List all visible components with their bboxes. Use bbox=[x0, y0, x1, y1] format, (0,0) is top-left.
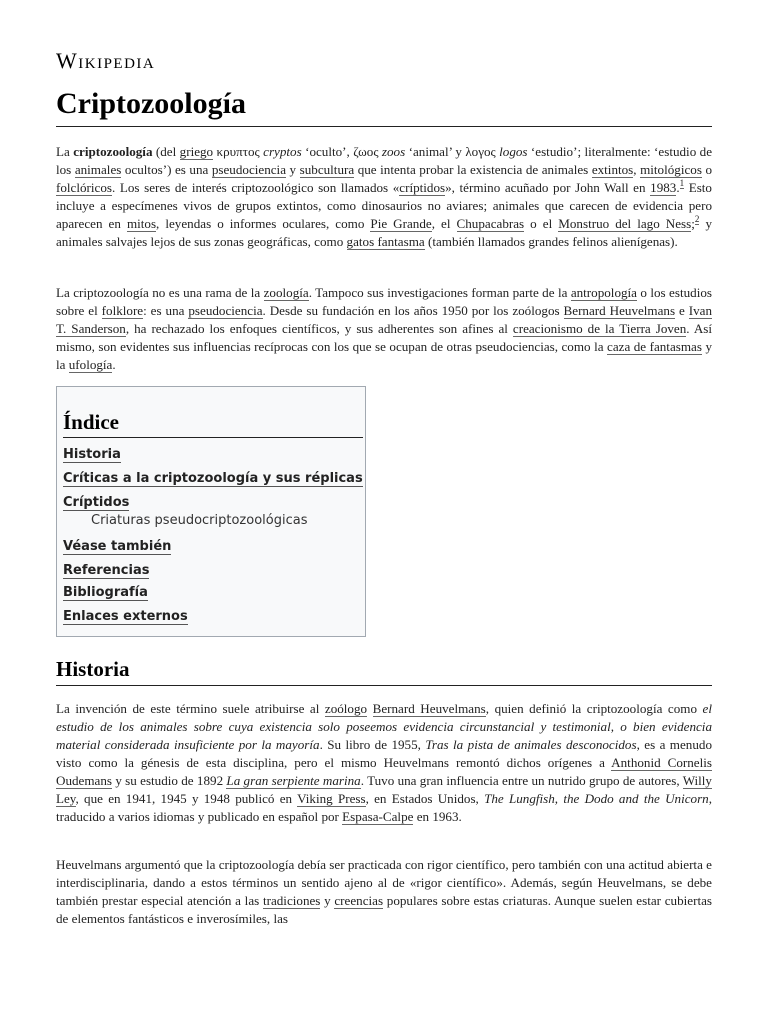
link-zoologo[interactable]: zoólogo bbox=[324, 701, 368, 716]
link-ivan-sanderson[interactable]: Ivan T. Sanderson bbox=[56, 303, 713, 336]
link-extintos[interactable]: extintos bbox=[591, 162, 634, 177]
link-creencias[interactable]: creencias bbox=[334, 893, 384, 908]
link-folklore[interactable]: folklore bbox=[101, 303, 144, 318]
toc-subitem-criaturas[interactable]: Criaturas pseudocriptozoológicas bbox=[91, 513, 308, 528]
toc-item-criticas[interactable]: Críticas a la criptozoología y sus réplicas bbox=[63, 471, 363, 486]
link-1983[interactable]: 1983 bbox=[650, 180, 677, 195]
link-folcloricos[interactable]: folclóricos bbox=[56, 180, 112, 195]
link-oudemans[interactable]: Anthonid Cornelis Oudemans bbox=[56, 755, 712, 788]
table-of-contents bbox=[56, 386, 366, 637]
link-pie-grande[interactable]: Pie Grande bbox=[370, 216, 432, 231]
link-caza-de-fantasmas[interactable]: caza de fantasmas bbox=[607, 339, 702, 354]
link-espasa-calpe[interactable]: Espasa-Calpe bbox=[342, 809, 414, 824]
reference-2[interactable]: 2 bbox=[694, 214, 700, 224]
link-gatos-fantasma[interactable]: gatos fantasma bbox=[346, 234, 425, 249]
historia-paragraph-1: La invención de este término suele atribuirse al zoólogo Bernard Heuvelmans, quien definió la criptozoología como el estudio de los animales sobre cuya existencia solo poseemos evidencia circunstancial y testimonial, o bien evidencia material considerada insuficiente por la mayoría. Su libro de 1955, Tras la pista de animales desconocidos, es a menudo visto como la génesis de esta disciplina, pero el mismo Heuvelmans remontó dichos orígenes a Anthonid Cornelis Oudemans y su estudio de 1892 La gran serpiente marina. Tuvo una gran influencia entre un nutrido grupo de autores, Willy Ley, que en 1941, 1945 y 1948 publicó en Viking Press, en Estados Unidos, The Lungfish, the Dodo and the Unicorn, traducido a varios idiomas y publicado en español por Espasa-Calpe en 1963. bbox=[56, 701, 712, 824]
link-mitos[interactable]: mitos bbox=[126, 216, 157, 231]
link-griego[interactable]: griego bbox=[179, 144, 214, 159]
link-zoologia[interactable]: zoología bbox=[263, 285, 309, 300]
link-mitologicos[interactable]: mitológicos bbox=[640, 162, 702, 177]
toc-item-bibliografia[interactable]: Bibliografía bbox=[63, 585, 148, 600]
intro-paragraph-1: La criptozoología (del griego κρυπτος cryptos ‘oculto’, ζωος zoos ‘animal’ y λογος logos ‘estudio’; literalmente: ‘estudio de los animales ocultos’) es una pseudociencia y subcultura que intenta probar la existencia de animales extintos, mitológicos o folclóricos. Los seres de interés criptozoológico son llamados «críptidos», término acuñado por John Wall en 1983.$^1$ Esto incluye a especímenes vivos de grupos extintos, como dinosaurios no aviares; animales que carecen de evidencia pero aparecen en mitos, leyendas o informes oculares, como Pie Grande, el Chupacabras o el Monstruo del lago Ness;$^2$ y animales salvajes lejos de sus zonas geográficas, como gatos fantasma (también llamados grandes felinos alienígenas). bbox=[56, 144, 713, 249]
toc-item-vease-tambien[interactable]: Véase también bbox=[63, 539, 172, 554]
toc-title: Índice bbox=[63, 409, 363, 438]
toc-item-criptidos[interactable]: Críptidos bbox=[63, 495, 130, 510]
historia-paragraph-2: Heuvelmans argumentó que la criptozoología debía ser practicada con rigor científico, pero también con una actitud abierta e interdisciplinaria, dando a estos términos un sentido ajeno al de «rigor científico». Además, según Heuvelmans, se debe también prestar especial atención a las tradiciones y creencias populares sobre estas criaturas. Aunque suelen estar cubiertas de elementos fantásticos e inverosímiles, las bbox=[56, 857, 712, 926]
bold-term: criptozoología bbox=[73, 144, 153, 159]
toc-item-referencias[interactable]: Referencias bbox=[63, 563, 150, 578]
link-chupacabras[interactable]: Chupacabras bbox=[456, 216, 525, 231]
link-viking-press[interactable]: Viking Press bbox=[297, 791, 366, 806]
link-gran-serpiente-marina[interactable]: La gran serpiente marina bbox=[226, 773, 361, 788]
wikipedia-wordmark: Wikipedia bbox=[56, 48, 156, 73]
link-bernard-heuvelmans-2[interactable]: Bernard Heuvelmans bbox=[372, 701, 486, 716]
link-willy-ley[interactable]: Willy Ley bbox=[56, 773, 712, 806]
toc-item-enlaces-externos[interactable]: Enlaces externos bbox=[63, 609, 188, 624]
link-ufologia[interactable]: ufología bbox=[68, 357, 113, 372]
section-heading-historia: Historia bbox=[56, 656, 712, 686]
link-bernard-heuvelmans[interactable]: Bernard Heuvelmans bbox=[563, 303, 676, 318]
link-antropologia[interactable]: antropología bbox=[570, 285, 637, 300]
link-creacionismo[interactable]: creacionismo de la Tierra Joven bbox=[512, 321, 687, 336]
intro-paragraph-2: La criptozoología no es una rama de la zoología. Tampoco sus investigaciones forman parte de la antropología o los estudios sobre el folklore: es una pseudociencia. Desde su fundación en los años 1950 por los zoólogos Bernard Heuvelmans e Ivan T. Sanderson, ha rechazado los enfoques científicos, y sus adherentes son afines al creacionismo de la Tierra Joven. Así mismo, son evidentes sus influencias recíprocas con los que se ocupan de otras pseudociencias, como la caza de fantasmas y la ufología. bbox=[56, 285, 713, 372]
link-pseudociencia-2[interactable]: pseudociencia bbox=[188, 303, 263, 318]
link-subcultura[interactable]: subcultura bbox=[299, 162, 355, 177]
link-animales[interactable]: animales bbox=[74, 162, 122, 177]
toc-item-historia[interactable]: Historia bbox=[63, 447, 121, 462]
reference-1[interactable]: 1 bbox=[679, 178, 685, 188]
link-pseudociencia[interactable]: pseudociencia bbox=[211, 162, 287, 177]
link-tradiciones[interactable]: tradiciones bbox=[262, 893, 321, 908]
link-criptidos[interactable]: críptidos bbox=[399, 180, 446, 195]
link-monstruo-lago-ness[interactable]: Monstruo del lago Ness bbox=[558, 216, 692, 231]
page-title: Criptozoología bbox=[56, 86, 712, 127]
